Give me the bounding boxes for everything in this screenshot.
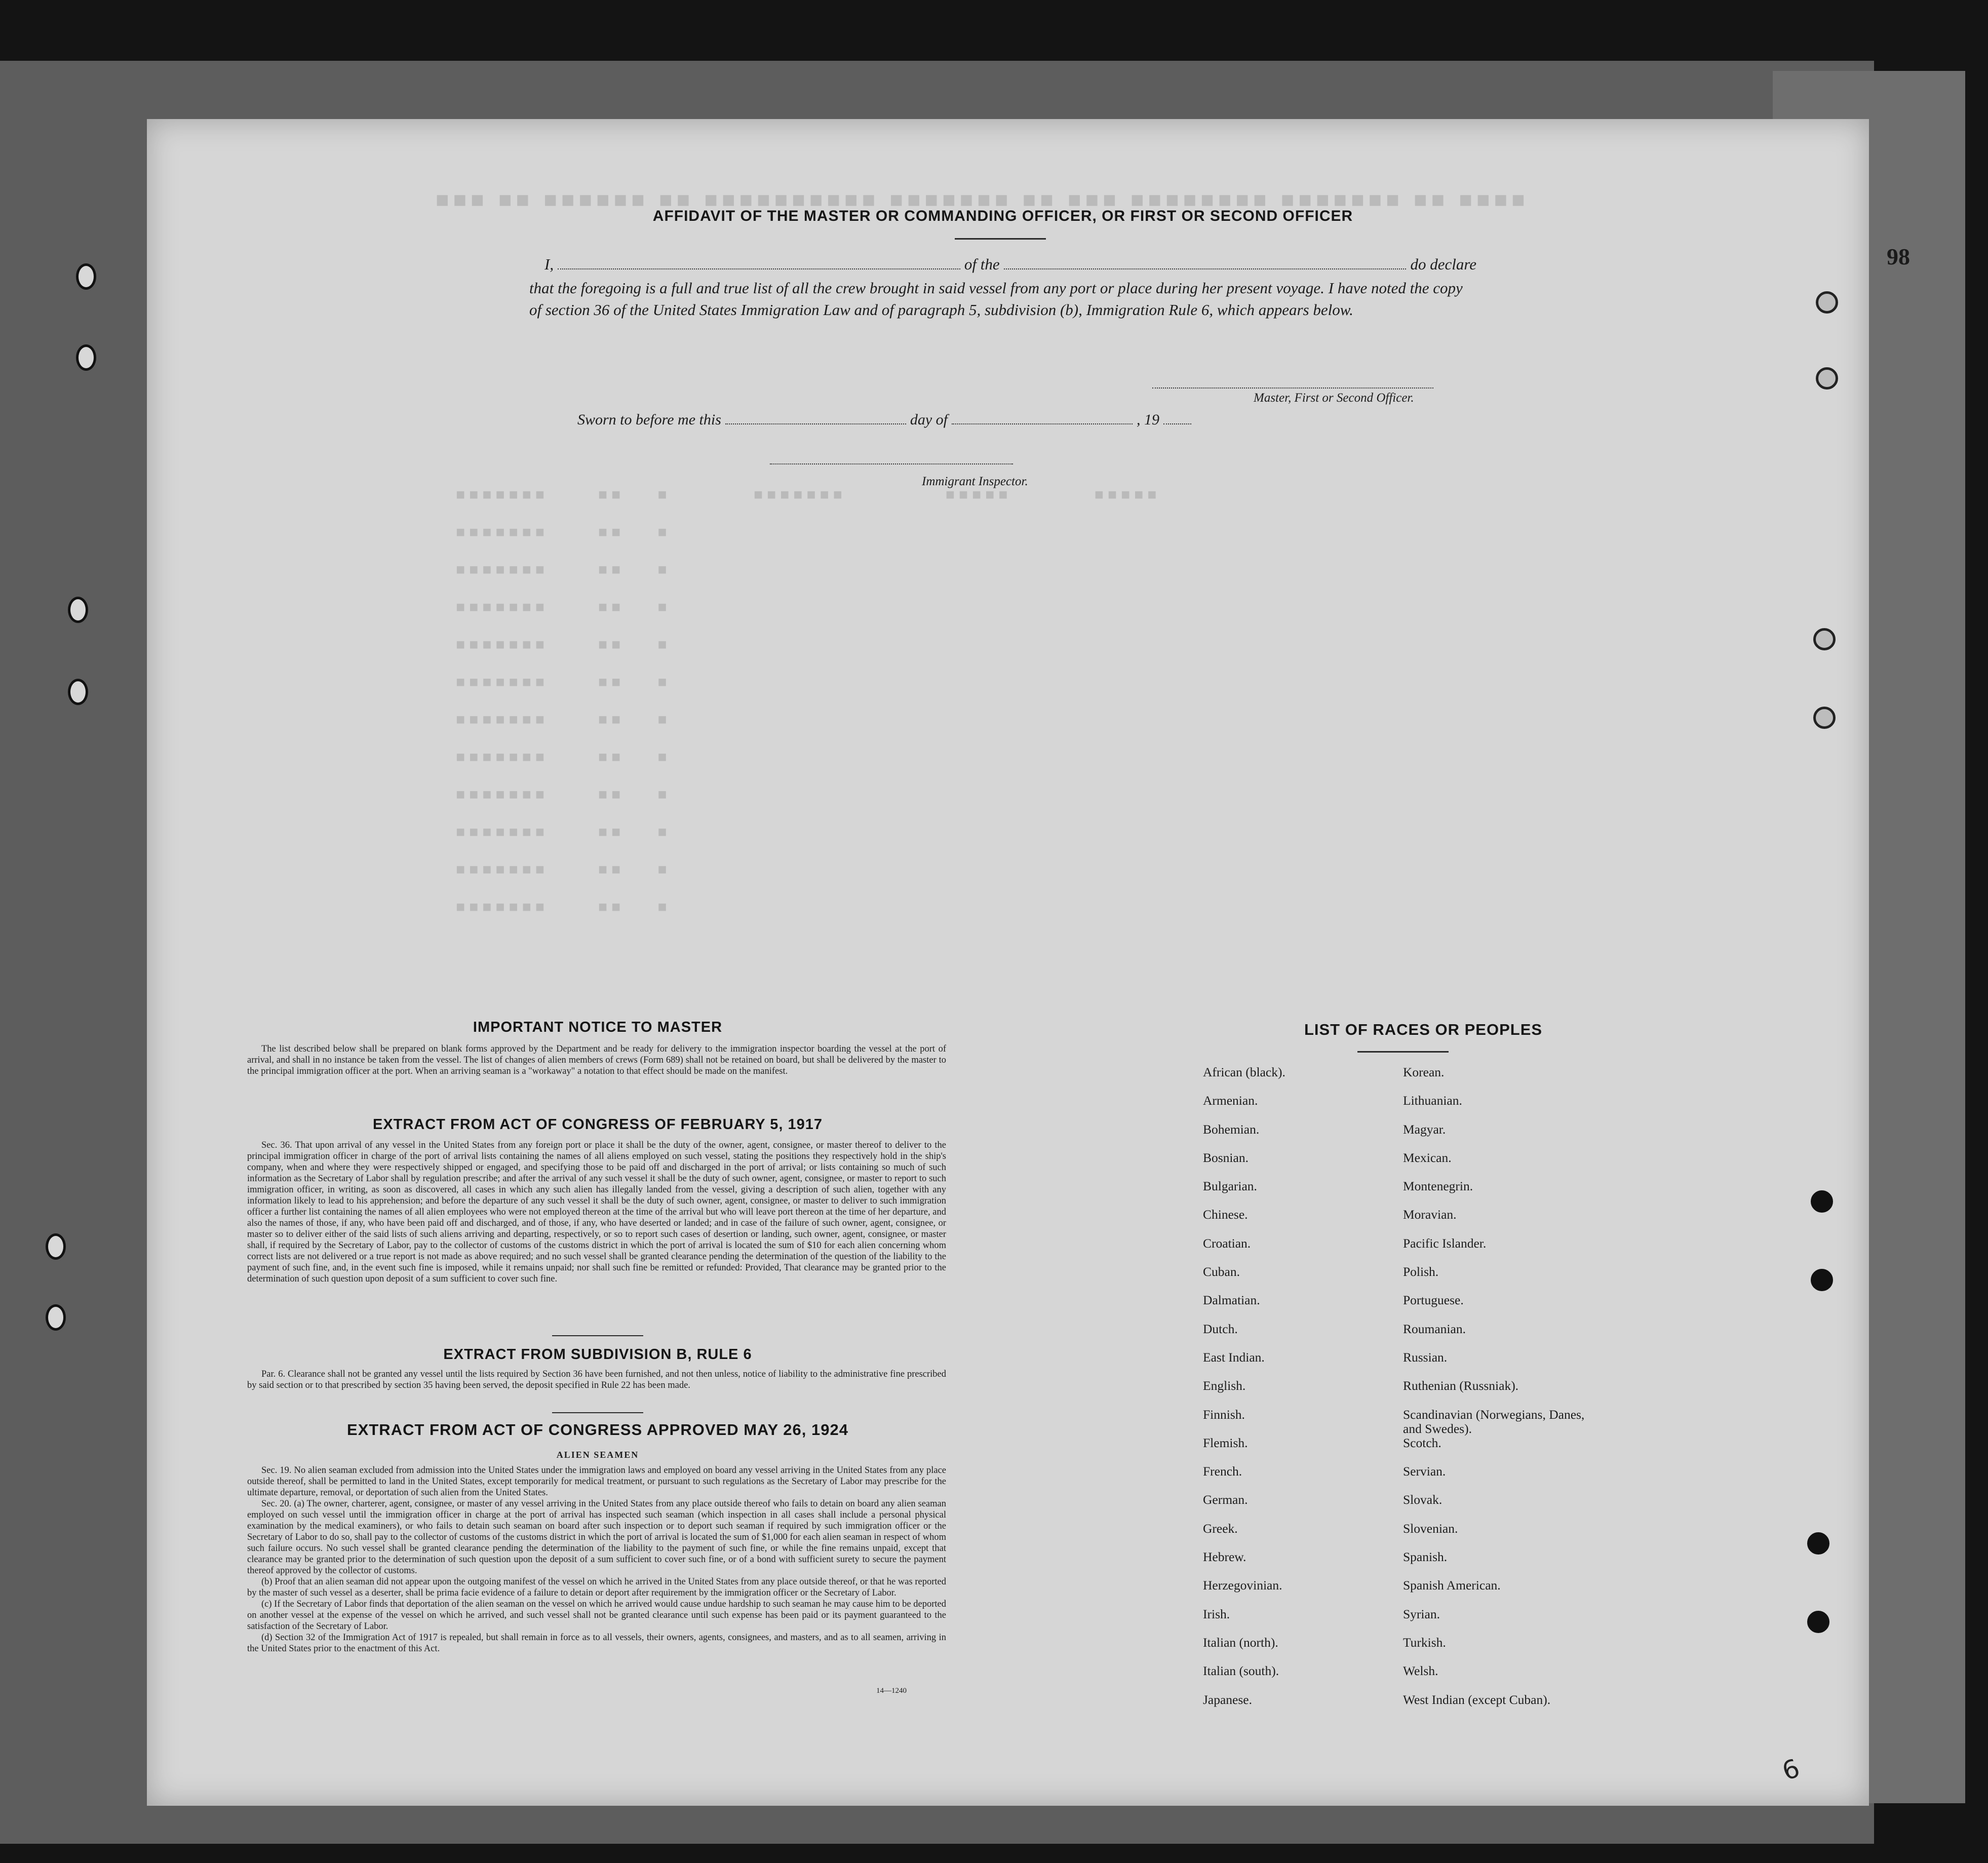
page-number: 98 xyxy=(1887,244,1910,269)
binder-hole xyxy=(46,1304,66,1331)
binder-hole xyxy=(1807,1532,1829,1555)
race-item: Welsh. xyxy=(1403,1663,1438,1679)
race-item: Scotch. xyxy=(1403,1435,1441,1450)
extract-1924-title: EXTRACT FROM ACT OF CONGRESS APPROVED MAY 26, 1924 xyxy=(347,1421,848,1439)
notice-title: IMPORTANT NOTICE TO MASTER xyxy=(473,1019,723,1035)
affidavit-title-rule xyxy=(955,238,1046,240)
race-item: Turkish. xyxy=(1403,1635,1446,1650)
sworn-year-prefix: , 19 xyxy=(1137,411,1159,428)
race-item: Herzegovinian. xyxy=(1203,1578,1282,1593)
binder-hole xyxy=(1811,1190,1833,1213)
sworn-line xyxy=(577,411,1195,429)
race-item: French. xyxy=(1203,1464,1242,1479)
race-item: Hebrew. xyxy=(1203,1549,1246,1565)
binder-hole xyxy=(1813,628,1836,650)
race-item: Mexican. xyxy=(1403,1150,1452,1165)
race-item: Finnish. xyxy=(1203,1407,1245,1422)
bleed-through-columns: ■■■■■■■ ■■ ■ ■■■■■■■ ■■■■■ ■■■■■ ■■■■■■■ ■■ ■ ■■■■■■■ ■■ ■ ■■■■■■■ ■■ ■ ■■■■■■■ ■■ ■ ■■■■■■■ ■■ ■ ■■■■■■■ ■■ ■ ■■■■■■■ ■■ ■ ■■■■■■■ ■■ ■ ■■■■■■■ ■■ ■ ■■■■■■■ ■■ ■ ■■■■■■■ ■■ ■ xyxy=(456,486,1161,915)
sworn-month-field[interactable] xyxy=(952,423,1133,424)
binder-hole xyxy=(46,1233,66,1260)
race-item: Magyar. xyxy=(1403,1121,1446,1137)
affidavit-declaration-line xyxy=(529,253,1476,275)
race-item: Italian (north). xyxy=(1203,1635,1278,1650)
race-item: Scandinavian (Norwegians, Danes, and Swedes). xyxy=(1403,1407,1585,1436)
race-item: German. xyxy=(1203,1492,1248,1507)
master-name-field[interactable] xyxy=(558,268,960,269)
race-item: English. xyxy=(1203,1378,1246,1393)
race-item: Slovenian. xyxy=(1403,1521,1458,1536)
race-item: Chinese. xyxy=(1203,1207,1248,1222)
race-item: Dutch. xyxy=(1203,1321,1238,1336)
handwritten-mark: 6 xyxy=(1778,1753,1804,1787)
binder-hole xyxy=(1816,367,1838,390)
affidavit-do-declare: do declare xyxy=(1410,255,1477,273)
binder-hole xyxy=(68,597,88,623)
race-item: Ruthenian (Russniak). xyxy=(1403,1378,1519,1393)
race-item: Dalmatian. xyxy=(1203,1293,1260,1308)
sworn-prefix: Sworn to before me this xyxy=(577,411,721,428)
race-item: Bohemian. xyxy=(1203,1121,1260,1137)
affidavit-statement: that the foregoing is a full and true list of all the crew brought in said vessel from any port or place during her present voyage. I have noted the copy of section 36 of the United States Immigration Law and of paragraph 5, subdivision (b), Immigration Rule 6, which appears below. xyxy=(529,279,1463,319)
master-signature-line[interactable] xyxy=(1152,387,1433,389)
race-item: Servian. xyxy=(1403,1464,1446,1479)
race-item: African (black). xyxy=(1203,1065,1285,1079)
extract-1924-paragraph: Sec. 20. (a) The owner, charterer, agent, consignee, or master of any vessel arriving in the United States from any place outside thereof who fails to detain on board any alien seaman employed on such vessel until the immigration officer in charge at the port of arrival has inspected such seaman (which inspection in all cases shall include a personal physical examination by the medical examiners), or who fails to detain such seaman on board after such inspection or to deport such seaman if required by such immigration officer or the Secretary of Labor to do so, shall pay to the collector of customs of the customs district in which the port of arrival is located the sum of $1,000 for each alien seaman in respect of whom such failure occurs. No such vessel shall be granted clearance pending the determination of the liability to the payment of such fine, or while the fine remains unpaid, except that clearance may be granted prior to the determination of such question upon the deposit of a sum sufficient to cover such fine, or of a bond with sufficient surety to secure the payment thereof approved by the collector of customs. xyxy=(247,1499,946,1576)
race-item: Roumanian. xyxy=(1403,1321,1466,1336)
races-column-1 xyxy=(1203,1065,1406,1721)
race-item: Irish. xyxy=(1203,1606,1230,1621)
binder-hole xyxy=(1807,1611,1829,1633)
binder-hole xyxy=(1813,707,1836,729)
extract-rule6-paragraph: Par. 6. Clearance shall not be granted any vessel until the lists required by Section 36 have been furnished, and not then unless, notice of liability to the administrative fine prescribed by said section or to that prescribed by section 35 having been served, the deposit specified in Rule 22 has been made. xyxy=(247,1369,946,1390)
binder-hole xyxy=(1816,291,1838,314)
section-divider xyxy=(552,1412,643,1413)
inspector-signature-label: Immigrant Inspector. xyxy=(922,475,1028,488)
notice-paragraph: The list described below shall be prepared on blank forms approved by the Department and be ready for delivery to the immigration inspector boarding the vessel at the port of arrival, and shall in no instance be taken from the vessel. The list of changes of alien members of crews (Form 689) shall not be retained on board, but shall be delivered by the master to the principal immigration officer at the port. When an arriving seaman is a "workaway" a notation to that effect should be made on the manifest. xyxy=(247,1044,946,1076)
section-divider xyxy=(552,1335,643,1336)
extract-rule6-text xyxy=(247,1369,946,1391)
race-item: West Indian (except Cuban). xyxy=(1403,1692,1551,1707)
inspector-signature-line[interactable] xyxy=(770,463,1013,464)
race-item: Cuban. xyxy=(1203,1264,1240,1279)
races-title: LIST OF RACES OR PEOPLES xyxy=(1304,1021,1543,1038)
notice-text xyxy=(247,1043,946,1077)
races-column-2 xyxy=(1403,1065,1606,1721)
extract-1924-paragraph: (d) Section 32 of the Immigration Act of 1917 is repealed, but shall remain in force as to all vessels, their owners, agents, consignees, and masters, and as to all seamen, arriving in the United States prior to the enactment of this Act. xyxy=(247,1633,946,1654)
extract-rule6-title: EXTRACT FROM SUBDIVISION B, RULE 6 xyxy=(443,1346,752,1363)
binder-hole xyxy=(68,679,88,705)
race-item: Pacific Islander. xyxy=(1403,1235,1487,1251)
race-item: Russian. xyxy=(1403,1349,1448,1365)
race-item: East Indian. xyxy=(1203,1349,1265,1365)
races-title-rule xyxy=(1357,1051,1449,1053)
race-item: Korean. xyxy=(1403,1065,1445,1079)
extract-1924-paragraph: (c) If the Secretary of Labor finds that deportation of the alien seaman on the vessel on which he arrived would cause undue hardship to such seaman he may cause him to be deported on another vessel at the expense of the vessel on which he arrived, and such vessel shall not be granted clearance until such expense has been paid or its payment guaranteed to the satisfaction of the Secretary of Labor. xyxy=(247,1599,946,1632)
sworn-day-field[interactable] xyxy=(725,423,906,424)
race-item: Italian (south). xyxy=(1203,1663,1279,1679)
race-item: Portuguese. xyxy=(1403,1293,1464,1308)
binder-hole xyxy=(76,263,96,290)
extract-1924-paragraph: (b) Proof that an alien seaman did not appear upon the outgoing manifest of the vessel on which he arrived in the United States from any place outside thereof, or that he was reported by the master of such vessel as a deserter, shall be prima facie evidence of a failure to detain or deport after requirement by the immigration officer or the Secretary of Labor. xyxy=(247,1577,946,1598)
extract-1924-paragraph: Sec. 19. No alien seaman excluded from admission into the United States under the immigration laws and employed on board any vessel arriving in the United States from any place outside thereof, shall be permitted to land in the United States, except temporarily for medical treatment, or pursuant to such regulations as the Secretary of Labor may prescribe for the ultimate departure, removal, or deportation of such alien from the United States. xyxy=(247,1465,946,1498)
race-item: Montenegrin. xyxy=(1403,1179,1473,1194)
race-item: Croatian. xyxy=(1203,1235,1251,1251)
extract-1917-title: EXTRACT FROM ACT OF CONGRESS OF FEBRUARY 5, 1917 xyxy=(372,1116,823,1133)
affidavit-i-prefix: I, xyxy=(544,255,554,273)
vessel-name-field[interactable] xyxy=(1004,268,1407,269)
bleed-through-heading: ■■■ ■■ ■■■■■■ ■■ ■■■■■■■■■■ ■■■■■■■ ■■ ■■■ ■■■■■■■■ ■■■■■■■ ■■ ■■■■ xyxy=(436,187,1529,212)
extract-1917-text xyxy=(247,1140,946,1285)
affidavit-of-the: of the xyxy=(964,255,1000,273)
race-item: Greek. xyxy=(1203,1521,1238,1536)
race-item: Spanish. xyxy=(1403,1549,1448,1565)
binder-hole xyxy=(76,344,96,371)
race-item: Armenian. xyxy=(1203,1093,1258,1108)
form-number: 14—1240 xyxy=(876,1687,907,1695)
binder-hole xyxy=(1811,1269,1833,1291)
affidavit-body xyxy=(529,253,1476,321)
race-item: Bulgarian. xyxy=(1203,1179,1257,1194)
master-signature-label: Master, First or Second Officer. xyxy=(1254,391,1414,405)
race-item: Spanish American. xyxy=(1403,1578,1501,1593)
extract-1924-text xyxy=(247,1465,946,1654)
sworn-day-of: day of xyxy=(910,411,948,428)
race-item: Moravian. xyxy=(1403,1207,1457,1222)
race-item: Flemish. xyxy=(1203,1435,1248,1450)
race-item: Syrian. xyxy=(1403,1606,1440,1621)
affidavit-title: AFFIDAVIT OF THE MASTER OR COMMANDING OFFICER, OR FIRST OR SECOND OFFICER xyxy=(652,208,1353,224)
extract-1917-paragraph: Sec. 36. That upon arrival of any vessel in the United States from any foreign port or place it shall be the duty of the owner, agent, consignee, or master thereof to deliver to the principal immigration officer in charge of the port of arrival lists containing the names of all aliens employed on such vessel, stating the positions they respectively hold in the ship's company, when and where they were respectively shipped or engaged, and specifying those to be paid off and discharged in the port of arrival; or lists containing so much of such information as the Secretary of Labor shall by regulation prescribe; and after the arrival of any such vessel it shall be the duty of such owner, agent, consignee, or master to report to such immigration officer, in writing, as soon as discovered, all cases in which any such alien has illegally landed from the vessel, giving a description of such alien, together with any information likely to lead to his apprehension; and before the departure of any such vessel it shall be the duty of such owner, agent, consignee, or master to deliver to such immigration officer a further list containing the names of all alien employees who were not employed thereon at the time of the arrival but who will leave port thereon at the time of her departure, and also the names of those, if any, who have been paid off and discharged, and of those, if any, who have deserted or landed; and in case of the failure of such owner, agent, consignee, or master so to deliver either of the said lists of such aliens arriving and departing, respectively, or so to report such cases of desertion or landing, such owner, agent, consignee, or master shall, if required by the Secretary of Labor, pay to the collector of customs of the customs district in which the port of arrival is located the sum of $10 for each alien concerning whom correct lists are not delivered or a true report is not made as above required; and no such vessel shall be granted clearance pending the determination of the question of the liability to the payment of such fine, and, in the event such fine is imposed, while it remains unpaid; nor shall such fine be remitted or refunded: Provided, That clearance may be granted prior to the determination of such question upon deposit of a sum sufficient to cover such fine. xyxy=(247,1140,946,1284)
race-item: Lithuanian. xyxy=(1403,1093,1462,1108)
extract-1924-subtitle: ALIEN SEAMEN xyxy=(556,1450,639,1460)
sworn-year-field[interactable] xyxy=(1163,423,1191,424)
race-item: Slovak. xyxy=(1403,1492,1443,1507)
race-item: Japanese. xyxy=(1203,1692,1252,1707)
race-item: Polish. xyxy=(1403,1264,1439,1279)
race-item: Bosnian. xyxy=(1203,1150,1249,1165)
